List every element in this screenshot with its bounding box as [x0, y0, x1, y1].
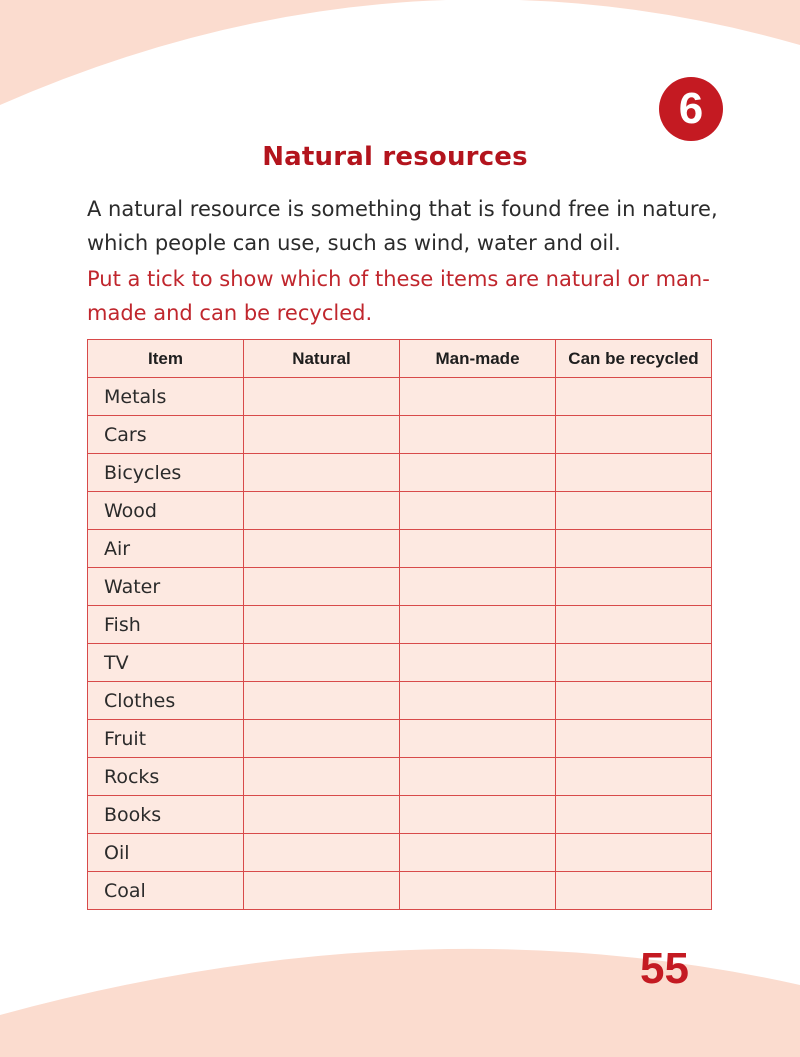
header-man-made: Man-made: [400, 340, 556, 378]
recyclable-tick-cell[interactable]: [556, 834, 712, 872]
table-row: [88, 378, 712, 416]
natural-tick-cell[interactable]: [244, 378, 400, 416]
man-made-tick-cell[interactable]: [400, 568, 556, 606]
man-made-tick-cell[interactable]: [400, 872, 556, 910]
item-cell: Fruit: [88, 720, 244, 758]
table-row: [88, 682, 712, 720]
natural-tick-cell[interactable]: [244, 758, 400, 796]
table-row: [88, 492, 712, 530]
natural-tick-cell[interactable]: [244, 416, 400, 454]
item-cell: Books: [88, 796, 244, 834]
man-made-tick-cell[interactable]: [400, 834, 556, 872]
natural-tick-cell[interactable]: [244, 568, 400, 606]
recyclable-tick-cell[interactable]: [556, 720, 712, 758]
table-row: [88, 720, 712, 758]
item-cell: Bicycles: [88, 454, 244, 492]
natural-tick-cell[interactable]: [244, 796, 400, 834]
intro-text: A natural resource is something that is found free in nature, which people can use, such as wind, water and oil.: [87, 197, 718, 255]
header-natural: Natural: [244, 340, 400, 378]
recyclable-tick-cell[interactable]: [556, 644, 712, 682]
man-made-tick-cell[interactable]: [400, 492, 556, 530]
table-row: [88, 568, 712, 606]
recyclable-tick-cell[interactable]: [556, 492, 712, 530]
man-made-tick-cell[interactable]: [400, 530, 556, 568]
recyclable-tick-cell[interactable]: [556, 416, 712, 454]
natural-tick-cell[interactable]: [244, 644, 400, 682]
item-cell: Air: [88, 530, 244, 568]
item-cell: Cars: [88, 416, 244, 454]
table-row: [88, 796, 712, 834]
table-header-row: [88, 340, 712, 378]
item-cell: Clothes: [88, 682, 244, 720]
natural-tick-cell[interactable]: [244, 682, 400, 720]
item-cell: TV: [88, 644, 244, 682]
item-cell: Fish: [88, 606, 244, 644]
natural-tick-cell[interactable]: [244, 606, 400, 644]
item-cell: Metals: [88, 378, 244, 416]
chapter-number-badge: 6: [659, 77, 723, 141]
man-made-tick-cell[interactable]: [400, 606, 556, 644]
item-cell: Wood: [88, 492, 244, 530]
natural-tick-cell[interactable]: [244, 720, 400, 758]
table-row: [88, 644, 712, 682]
natural-tick-cell[interactable]: [244, 872, 400, 910]
recyclable-tick-cell[interactable]: [556, 530, 712, 568]
table-row: [88, 872, 712, 910]
man-made-tick-cell[interactable]: [400, 644, 556, 682]
resources-table: [87, 339, 712, 910]
header-can-be-recycled: Can be recycled: [556, 340, 712, 378]
header-item: Item: [88, 340, 244, 378]
recyclable-tick-cell[interactable]: [556, 378, 712, 416]
man-made-tick-cell[interactable]: [400, 682, 556, 720]
natural-tick-cell[interactable]: [244, 492, 400, 530]
instruction-text: Put a tick to show which of these items are natural or man-made and can be recycled.: [87, 267, 710, 325]
recyclable-tick-cell[interactable]: [556, 872, 712, 910]
recyclable-tick-cell[interactable]: [556, 568, 712, 606]
page-title: Natural resources: [262, 142, 528, 172]
natural-tick-cell[interactable]: [244, 530, 400, 568]
man-made-tick-cell[interactable]: [400, 416, 556, 454]
item-cell: Water: [88, 568, 244, 606]
recyclable-tick-cell[interactable]: [556, 796, 712, 834]
natural-tick-cell[interactable]: [244, 454, 400, 492]
recyclable-tick-cell[interactable]: [556, 454, 712, 492]
recyclable-tick-cell[interactable]: [556, 682, 712, 720]
man-made-tick-cell[interactable]: [400, 378, 556, 416]
table-row: [88, 416, 712, 454]
table-row: [88, 834, 712, 872]
item-cell: Coal: [88, 872, 244, 910]
table-row: [88, 530, 712, 568]
natural-tick-cell[interactable]: [244, 834, 400, 872]
page-number: 55: [640, 944, 689, 993]
table-row: [88, 454, 712, 492]
table-row: [88, 606, 712, 644]
man-made-tick-cell[interactable]: [400, 720, 556, 758]
man-made-tick-cell[interactable]: [400, 758, 556, 796]
item-cell: Rocks: [88, 758, 244, 796]
man-made-tick-cell[interactable]: [400, 796, 556, 834]
recyclable-tick-cell[interactable]: [556, 758, 712, 796]
recyclable-tick-cell[interactable]: [556, 606, 712, 644]
man-made-tick-cell[interactable]: [400, 454, 556, 492]
item-cell: Oil: [88, 834, 244, 872]
table-row: [88, 758, 712, 796]
